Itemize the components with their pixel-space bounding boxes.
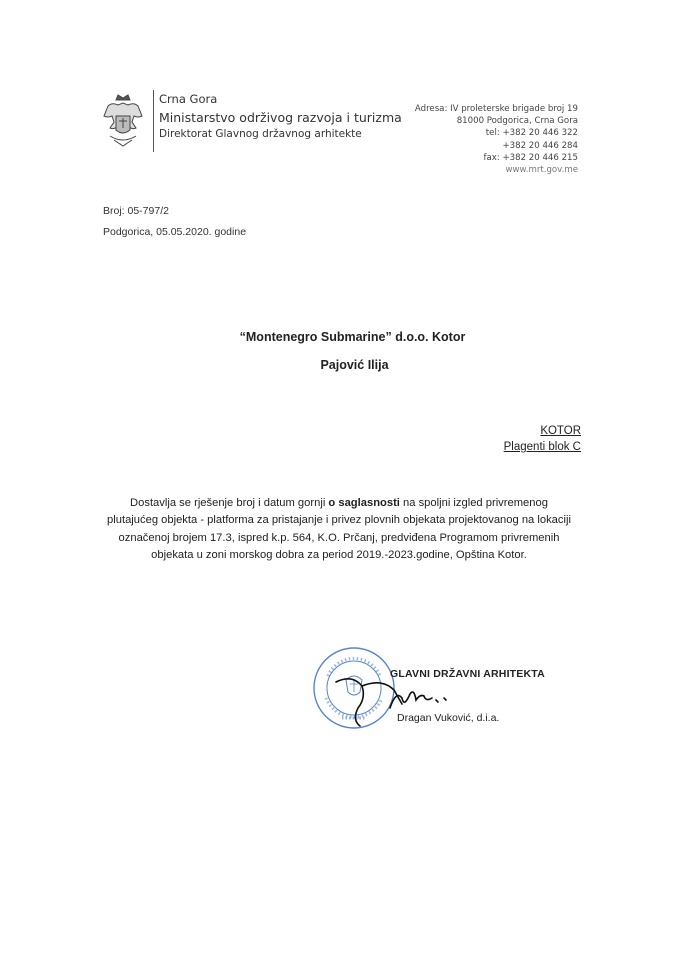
recipient-address: Plagenti blok C: [503, 441, 581, 453]
body-text-part2: na spoljni izgled privremenog plutajućeg objekta - platforma za pristajanje i privez plovnih objekata projektovanog na lokaciji označenoj brojem 17.3, ispred k.p. 564, K.O. Prčanj, predviđena Programom privremenih objekata u zoni morskog dobra za period 2019.-2023.godine, Opština Kotor.: [107, 497, 571, 562]
contact-address-block: [415, 103, 578, 176]
letterhead: [159, 92, 402, 141]
letter-body: [106, 495, 572, 565]
ministry-name: Ministarstvo održivog razvoja i turizma: [159, 110, 402, 125]
recipient-city: KOTOR: [540, 425, 581, 437]
signatory-name: Dragan Vuković, d.i.a.: [397, 712, 500, 724]
phone-2: +382 20 446 284: [502, 140, 578, 151]
fax-number: fax: +382 20 446 215: [483, 152, 578, 163]
signatory-title: GLAVNI DRŽAVNI ARHITEKTA: [390, 668, 545, 680]
country-name: Crna Gora: [159, 92, 218, 106]
address-line: Adresa: IV proleterske brigade broj 19: [414, 104, 578, 114]
phone-1: tel: +382 20 446 322: [485, 128, 578, 139]
recipient-company: “Montenegro Submarine” d.o.o. Kotor: [239, 330, 466, 344]
document-date: Podgorica, 05.05.2020. godine: [103, 226, 247, 238]
address-city: 81000 Podgorica, Crna Gora: [456, 116, 578, 127]
body-text-bold: o saglasnosti: [328, 497, 400, 509]
body-text-part1: Dostavlja se rješenje broj i datum gornji: [130, 497, 329, 509]
reference-number: Broj: 05-797/2: [103, 205, 169, 217]
letterhead-divider: [153, 90, 154, 152]
directorate-name: Direktorat Glavnog državnog arhitekte: [159, 128, 362, 140]
coat-of-arms-logo: [98, 92, 148, 148]
recipient-person: Pajović Ilija: [320, 358, 389, 372]
website: www.mrt.gov.me: [505, 165, 578, 176]
